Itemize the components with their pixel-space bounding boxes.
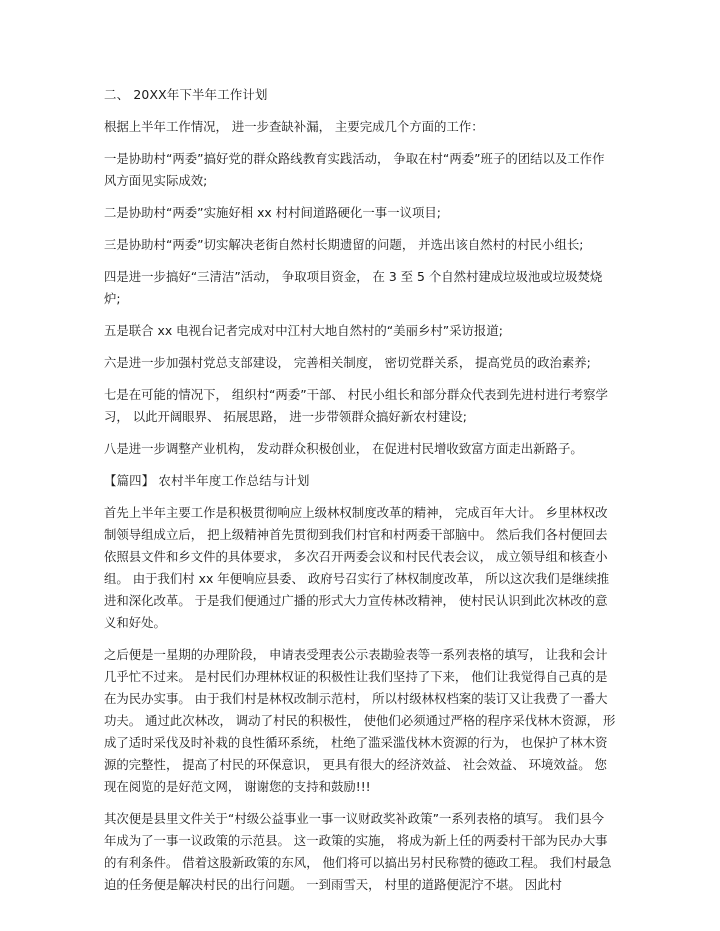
plan-item-2: 二是协助村“两委”实施好相 xx 村村间道路硬化一事一议项目; [104, 205, 441, 220]
document-body [104, 84, 616, 896]
plan-item-3: 三是协助村“两委”切实解决老街自然村长期遗留的问题， 并选出该自然村的村民小组长; [104, 237, 584, 252]
body-paragraph-3: 其次便是县里文件关于“村级公益事业一事一议财政奖补政策”一系列表格的填写。 我们县今年成为了一事一议政策的示范县。 这一政策的实施， 将成为新上任的两委村干部为民办大事的有利条件。 借着这股新政策的东风， 他们将可以搞出另村民称赞的德政工程。 我们村最急迫的任务便是解决村民的出行问题。 一到雨雪天， 村里的道路便泥泞不堪。 因此村 [104, 811, 612, 892]
body-paragraph-1: 首先上半年主要工作是积极贯彻响应上级林权制度改革的精神， 完成百年大计。 乡里林权改制领导组成立后， 把上级精神首先贯彻到我们村官和村两委干部脑中。 然后我们各村便回去依照县文件和乡文件的具体要求， 多次召开两委会议和村民代表会议， 成立领导组和核查小组。 由于我们村 xx 年便响应县委、 政府号召实行了林权制度改革， 所以这次我们是继续推进和深化改革。 于是我们便通过广播的形式大力宣传林改精神， 使村民认识到此次林改的意义和好处。 [104, 505, 610, 630]
section-heading-part4: 【篇四】 农村半年度工作总结与计划 [104, 473, 310, 488]
section-heading-plan: 二、 20XX年下半年工作计划 [104, 87, 268, 102]
body-paragraph-2: 之后便是一星期的办理阶段， 申请表受理表公示表勘验表等一系列表格的填写， 让我和会计几乎忙不过来。 是村民们办理林权证的积极性让我们坚持了下来， 他们让我觉得自己真的是在为民办实事。 由于我们村是林权改制示范村， 所以村级林权档案的装订又让我费了一番大功夫。 通过此次林改， 调动了村民的积极性， 使他们必须通过严格的程序采伐林木资源， 形成了适时采伐及时补栽的良性循环系统， 杜绝了滥采滥伐林木资源的行为， 也保护了林木资源的完整性， 提高了村民的环保意识， 更具有很大的经济效益、 社会效益、 环境效益。 您现在阅览的是好范文网， 谢谢您的支持和鼓励!!! [104, 647, 616, 794]
plan-item-6: 六是进一步加强村党总支部建设， 完善相关制度， 密切党群关系， 提高党员的政治素养; [104, 355, 591, 370]
plan-item-4: 四是进一步搞好“三清洁”活动， 争取项目资金， 在 3 至 5 个自然村建成垃圾池或垃圾焚烧炉; [104, 269, 603, 306]
plan-item-7: 七是在可能的情况下， 组织村“两委”干部、 村民小组长和部分群众代表到先进村进行考察学习， 以此开阔眼界、 拓展思路， 进一步带领群众搞好新农村建设; [104, 387, 608, 424]
plan-item-1: 一是协助村“两委”搞好党的群众路线教育实践活动， 争取在村“两委”班子的团结以及工作作风方面见实际成效; [104, 151, 605, 188]
intro-paragraph: 根据上半年工作情况， 进一步查缺补漏， 主要完成几个方面的工作： [104, 119, 484, 134]
plan-item-8: 八是进一步调整产业机构， 发动群众积极创业， 在促进村民增收致富方面走出新路子。 [104, 441, 583, 456]
plan-item-5: 五是联合 xx 电视台记者完成对中江村大地自然村的“美丽乡村”采访报道; [104, 323, 503, 338]
